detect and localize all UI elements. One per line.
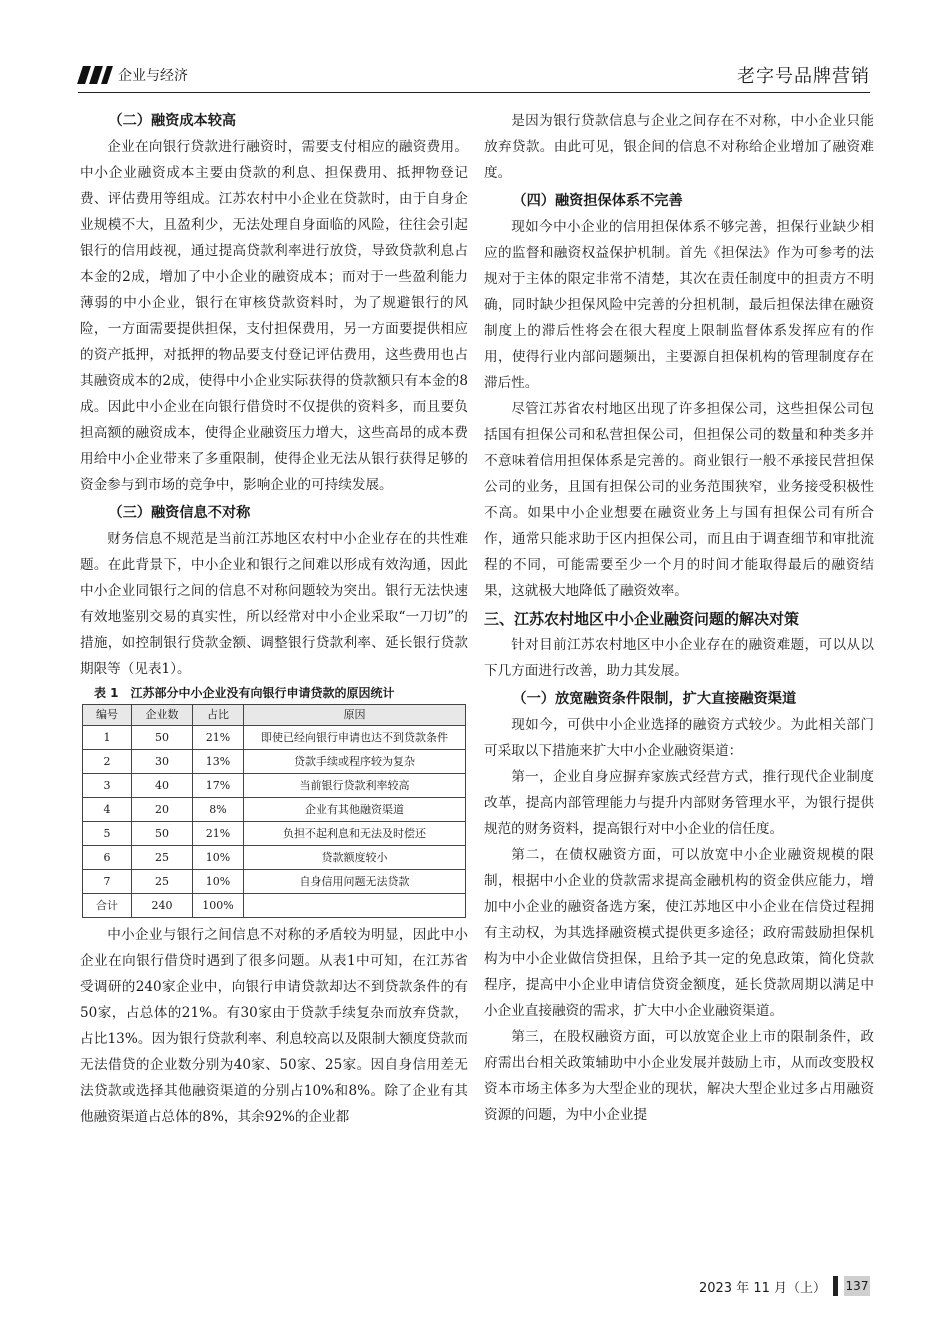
cell-number: 4	[83, 798, 132, 822]
cell-count: 20	[132, 798, 193, 822]
col-header-number: 编号	[83, 705, 132, 726]
heading-relax-conditions: （一）放宽融资条件限制，扩大直接融资渠道	[512, 691, 797, 707]
table-caption: 表 1 江苏部分中小企业没有向银行申请贷款的原因统计	[94, 686, 395, 700]
cell-count: 25	[132, 846, 193, 870]
cell-number: 7	[83, 870, 132, 894]
cell-ratio: 8%	[193, 798, 244, 822]
cell-count: 50	[132, 726, 193, 750]
issue-date: 2023 年 11 月（上）	[698, 1281, 826, 1296]
cell-ratio: 13%	[193, 750, 244, 774]
journal-section-title: 企业与经济	[118, 68, 188, 84]
cell-reason: 企业有其他融资渠道	[244, 798, 466, 822]
heading-financing-cost: （二）融资成本较高	[108, 113, 237, 129]
cell-count: 50	[132, 822, 193, 846]
cell-count: 25	[132, 870, 193, 894]
col-header-reason: 原因	[244, 705, 466, 726]
cell-ratio: 10%	[193, 846, 244, 870]
cell-count: 30	[132, 750, 193, 774]
table-row	[83, 750, 466, 774]
cell-ratio: 100%	[193, 894, 244, 918]
cell-ratio: 21%	[193, 822, 244, 846]
paragraph-section-three: 针对目前江苏农村地区中小企业存在的融资难题，可以从以下几方面进行改善，助力其发展。	[484, 637, 874, 679]
table-row	[83, 774, 466, 798]
table-row	[83, 726, 466, 750]
heading-guarantee-system: （四）融资担保体系不完善	[512, 193, 683, 209]
cell-reason	[244, 894, 466, 918]
heading-section-three: 三、江苏农村地区中小企业融资问题的解决对策	[484, 610, 800, 628]
paragraph-guarantee-2: 尽管江苏省农村地区出现了许多担保公司，这些担保公司包括国有担保公司和私营担保公司，但担保公司的数量和种类多并不意味着信用担保体系是完善的。商业银行一般不承接民营担保公司的业务，且国有担保公司的业务范围狭窄，业务接受积极性不高。如果中小企业想要在融资业务上与国有担保公司有所合作，通常只能求助于区内担保公司，而且由于调查细节和审批流程的不同，可能需要至少一个月的时间才能取得最后的融资结果，这就极大地降低了融资效率。	[484, 401, 874, 599]
cell-count: 240	[132, 894, 193, 918]
cell-reason: 贷款额度较小	[244, 846, 466, 870]
cell-reason: 负担不起利息和无法及时偿还	[244, 822, 466, 846]
paragraph-third-measure: 第三，在股权融资方面，可以放宽企业上市的限制条件，政府需出台相关政策辅助中小企业发展并鼓励上市，从而改变股权资本市场主体多为大型企业的现状，解决大型企业过多占用融资资源的问题，为中小企业提	[484, 1029, 874, 1123]
paragraph-relax-conditions: 现如今，可供中小企业选择的融资方式较少。为此相关部门可采取以下措施来扩大中小企业融资渠道：	[484, 717, 874, 759]
paragraph-after-table: 中小企业与银行之间信息不对称的矛盾较为明显，因此中小企业在向银行借贷时遇到了很多问题。从表1中可知，在江苏省受调研的240家企业中，向银行申请贷款却达不到贷款条件的有50家，占总体的21%。有30家由于贷款手续复杂而放弃贷款，占比13%。因为银行贷款利率、利息较高以及限制大额度贷款而无法借贷的企业数分别为40家、50家、25家。因自身信用差无法贷款或选择其他融资渠道的分别占10%和8%。除了企业有其他融资渠道占总体的8%，其余92%的企业都	[80, 927, 468, 1125]
right-column	[484, 108, 874, 1128]
footer-divider-bar	[833, 1276, 838, 1296]
cell-count: 40	[132, 774, 193, 798]
table-total-row	[83, 894, 466, 918]
paragraph-first-measure: 第一，企业自身应摒弃家族式经营方式，推行现代企业制度改革，提高内部管理能力与提升内部财务管理水平，为银行提供规范的财务资料，提高银行对中小企业的信任度。	[484, 769, 874, 837]
cell-reason: 自身信用问题无法贷款	[244, 870, 466, 894]
paragraph-continued: 是因为银行贷款信息与企业之间存在不对称，中小企业只能放弃贷款。由此可见，银企间的信息不对称给企业增加了融资难度。	[484, 113, 874, 181]
journal-logo-icon	[78, 66, 112, 84]
cell-reason: 贷款手续或程序较为复杂	[244, 750, 466, 774]
cell-number: 2	[83, 750, 132, 774]
cell-ratio: 10%	[193, 870, 244, 894]
cell-number: 5	[83, 822, 132, 846]
cell-number: 6	[83, 846, 132, 870]
heading-information-asymmetry: （三）融资信息不对称	[108, 505, 251, 521]
cell-reason: 当前银行贷款利率较高	[244, 774, 466, 798]
col-header-ratio: 占比	[193, 705, 244, 726]
cell-number: 1	[83, 726, 132, 750]
cell-reason: 即使已经向银行申请也达不到贷款条件	[244, 726, 466, 750]
cell-number: 3	[83, 774, 132, 798]
table-row	[83, 822, 466, 846]
paragraph-second-measure: 第二，在债权融资方面，可以放宽中小企业融资规模的限制，根据中小企业的贷款需求提高金融机构的资金供应能力，增加中小企业的融资备选方案，使江苏地区中小企业在信贷过程拥有主动权，为其选择融资模式提供更多途径；政府需鼓励担保机构为中小企业做信贷担保，且给予其一定的免息政策，简化贷款程序，提高中小企业申请信贷资金额度，延长贷款周期以满足中小企业直接融资的需求，扩大中小企业融资渠道。	[484, 847, 874, 1019]
cell-ratio: 17%	[193, 774, 244, 798]
paragraph-information-asymmetry: 财务信息不规范是当前江苏地区农村中小企业存在的共性难题。在此背景下，中小企业和银行之间难以形成有效沟通，因此中小企业同银行之间的信息不对称问题较为突出。银行无法快速有效地鉴别交易的真实性，所以经常对中小企业采取“一刀切”的措施，如控制银行贷款金额、调整银行贷款利率、延长银行贷款期限等（见表1）。	[80, 531, 468, 677]
page-number: 137	[844, 1276, 870, 1296]
cell-number: 合计	[83, 894, 132, 918]
table-row	[83, 846, 466, 870]
paragraph-guarantee-1: 现如今中小企业的信用担保体系不够完善，担保行业缺少相应的监督和融资权益保护机制。首先《担保法》作为可参考的法规对于主体的限定非常不清楚，其次在责任制度中的担责方不明确，同时缺少担保风险中完善的分担机制，最后担保法律在融资制度上的滞后性将会在很大程度上限制监督体系发挥应有的作用，使得行业内部问题频出，主要源自担保机构的管理制度存在滞后性。	[484, 219, 874, 391]
col-header-count: 企业数	[132, 705, 193, 726]
cell-ratio: 21%	[193, 726, 244, 750]
reasons-table	[82, 704, 466, 918]
table-row	[83, 798, 466, 822]
left-column	[80, 108, 468, 1130]
paragraph-financing-cost: 企业在向银行贷款进行融资时，需要支付相应的融资费用。中小企业融资成本主要由贷款的利息、担保费用、抵押物登记费、评估费用等组成。江苏农村中小企业在贷款时，由于自身企业规模不大，且盈利少，无法处理自身面临的风险，往往会引起银行的信用歧视，通过提高贷款利率进行放贷，导致贷款利息占本金的2成，增加了中小企业的融资成本；而对于一些盈利能力薄弱的中小企业，银行在审核贷款资料时，为了规避银行的风险，一方面需要提供担保，支付担保费用，另一方面要提供相应的资产抵押，对抵押的物品要支付登记评估费用，这些费用也占其融资成本的2成，使得中小企业实际获得的贷款额只有本金的8成。因此中小企业在向银行借贷时不仅提供的资料多，而且要负担高额的融资成本，使得企业融资压力增大，这些高昂的成本费用给中小企业带来了多重限制，使得企业无法从银行获得足够的资金参与到市场的竞争中，影响企业的可持续发展。	[80, 139, 468, 493]
table-row	[83, 870, 466, 894]
header-divider	[78, 92, 870, 93]
column-title: 老字号品牌营销	[737, 66, 870, 87]
page-header	[78, 62, 870, 90]
table-header-row	[83, 705, 466, 726]
